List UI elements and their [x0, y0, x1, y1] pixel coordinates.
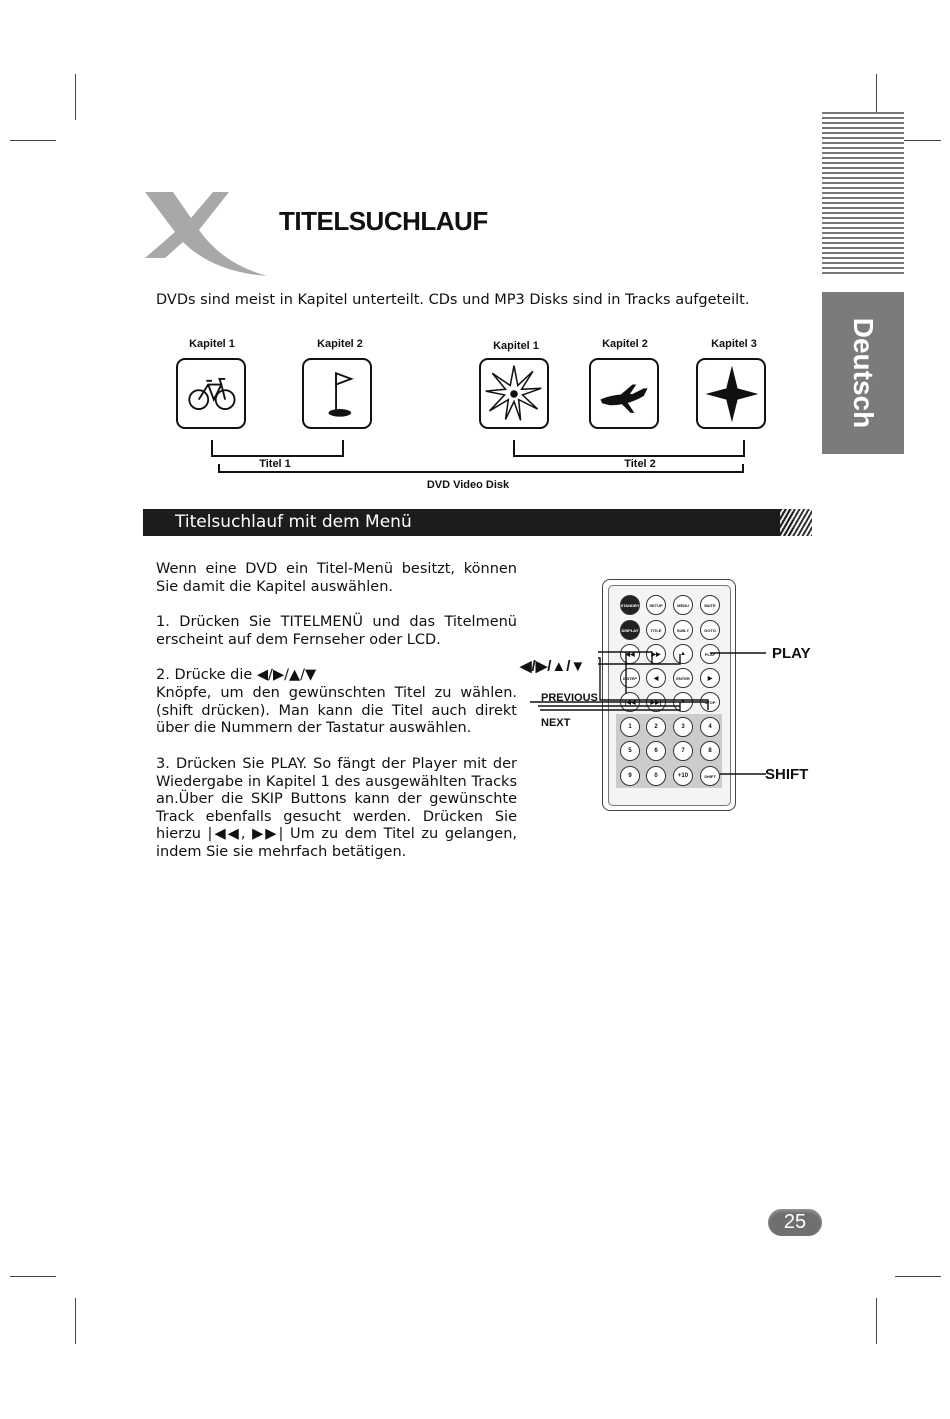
- remote-key[interactable]: 3: [673, 717, 693, 737]
- crop-mark: [10, 1276, 56, 1277]
- chapter-label: Kapitel 2: [602, 338, 648, 350]
- remote-key[interactable]: ◀: [646, 668, 666, 688]
- remote-key[interactable]: 0: [646, 766, 666, 786]
- remote-key[interactable]: 7: [673, 741, 693, 761]
- remote-key[interactable]: 4: [700, 717, 720, 737]
- language-tab-label: Deutsch: [848, 317, 879, 429]
- section-bar-dots: [780, 509, 812, 536]
- title-label: Titel 1: [259, 458, 291, 470]
- remote-key[interactable]: 2: [646, 717, 666, 737]
- remote-key[interactable]: 8: [700, 741, 720, 761]
- paragraph: 2. Drücke die ◀/▶/▲/▼: [156, 667, 317, 683]
- intro-text: DVDs sind meist in Kapitel unterteilt. CDs und MP3 Disks sind in Tracks aufgeteilt.: [156, 292, 750, 308]
- title-label: Titel 2: [624, 458, 656, 470]
- play-label: PLAY: [772, 645, 811, 662]
- remote-key[interactable]: +10: [673, 766, 693, 786]
- page-number: 25: [768, 1209, 822, 1236]
- x-logo-icon: [143, 192, 269, 278]
- remote-key[interactable]: ▶▶|: [646, 692, 666, 712]
- chapter-card: [479, 358, 549, 429]
- chapter-card: [176, 358, 246, 429]
- remote-key[interactable]: GOTO: [700, 620, 720, 640]
- chapter-label: Kapitel 1: [189, 338, 235, 350]
- remote-key[interactable]: 6: [646, 741, 666, 761]
- disk-label: DVD Video Disk: [426, 479, 510, 491]
- paragraph: Wenn eine DVD ein Titel-Menü besitzt, können Sie damit die Kapitel auswählen.: [156, 561, 517, 595]
- remote-key[interactable]: ▼: [673, 692, 693, 712]
- chapter-label: Kapitel 1: [493, 340, 539, 352]
- paragraph: Knöpfe, um den gewünschten Titel zu wählen. (shift drücken). Man kann die Titel auch direkt über die Nummern der Tastatur auswählen.: [156, 685, 517, 737]
- page-title: TITELSUCHLAUF: [279, 206, 488, 236]
- four-point-star-icon: [698, 360, 764, 427]
- remote-key[interactable]: |◀◀: [620, 692, 640, 712]
- section-heading-bar: [143, 509, 793, 536]
- remote-key[interactable]: SETUP: [646, 595, 666, 615]
- remote-key[interactable]: ◀◀: [620, 644, 640, 664]
- side-stripes: [822, 112, 904, 277]
- remote-key[interactable]: 9: [620, 766, 640, 786]
- paragraph: 3. Drücken Sie PLAY. So fängt der Player mit der Wiedergabe in Kapitel 1 des ausgewählten Tracks an.Über die SKIP Buttons kann der gewünschte Track ebenfalls gesucht werden. Drücken Sie hierzu |◀◀, ▶▶| Um zu dem Titel zu gelangen, indem Sie sie mehrfach betätigen.: [156, 756, 517, 860]
- remote-key[interactable]: ▶▶: [646, 644, 666, 664]
- remote-key[interactable]: STANDBY: [620, 595, 640, 615]
- remote-key[interactable]: SUB-T: [673, 620, 693, 640]
- crop-mark: [895, 1276, 941, 1277]
- chapter-label: Kapitel 3: [711, 338, 757, 350]
- starburst-icon: [481, 360, 547, 427]
- shift-label: SHIFT: [765, 766, 809, 783]
- remote-key[interactable]: STOP: [700, 692, 720, 712]
- remote-key[interactable]: ▶: [700, 668, 720, 688]
- language-tab: [822, 292, 904, 454]
- chapter-card: [302, 358, 372, 429]
- remote-key[interactable]: 1: [620, 717, 640, 737]
- crop-mark: [75, 1298, 76, 1344]
- bicycle-icon: [178, 360, 244, 427]
- remote-key[interactable]: TITLE: [646, 620, 666, 640]
- crop-mark: [876, 1298, 877, 1344]
- chapter-label: Kapitel 2: [317, 338, 363, 350]
- remote-key[interactable]: 5: [620, 741, 640, 761]
- chapter-card: [696, 358, 766, 429]
- previous-label: PREVIOUS: [541, 692, 598, 704]
- section-heading: Titelsuchlauf mit dem Menü: [175, 512, 412, 532]
- remote-key[interactable]: II/STEP: [620, 668, 640, 688]
- remote-key[interactable]: MUTE: [700, 595, 720, 615]
- chapter-card: [589, 358, 659, 429]
- remote-key[interactable]: ENTER: [673, 668, 693, 688]
- remote-key[interactable]: SHIFT: [700, 766, 720, 786]
- remote-key[interactable]: DISPLAY: [620, 620, 640, 640]
- crop-mark: [10, 140, 56, 141]
- arrows-label: ◀/▶/▲/▼: [520, 658, 586, 675]
- remote-key[interactable]: PLAY: [700, 644, 720, 664]
- next-label: NEXT: [541, 717, 571, 729]
- airplane-icon: [591, 360, 657, 427]
- paragraph: 1. Drücken Sie TITELMENÜ und das Titelmenü erscheint auf dem Fernseher oder LCD.: [156, 614, 517, 648]
- golf-flag-icon: [304, 360, 370, 427]
- crop-mark: [75, 74, 76, 120]
- remote-key[interactable]: MENU: [673, 595, 693, 615]
- remote-key[interactable]: ▲: [673, 644, 693, 664]
